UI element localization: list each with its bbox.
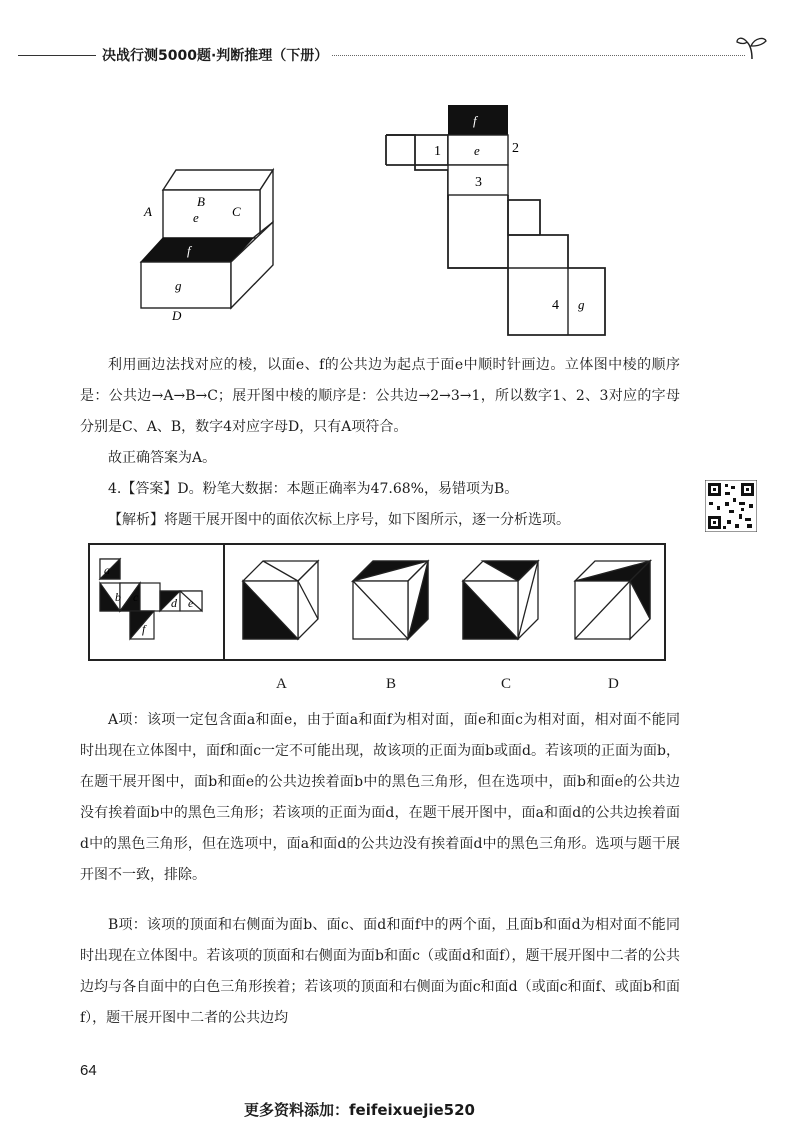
solid-label-g: g	[175, 278, 182, 293]
solid-label-D: D	[172, 308, 182, 323]
solid-label-e: e	[193, 210, 199, 225]
option-cube-D[interactable]	[575, 561, 650, 639]
qnet-label-a: a	[104, 563, 110, 577]
question-figure	[88, 543, 666, 661]
option-cube-C[interactable]	[463, 561, 538, 639]
option-label-D: D	[608, 676, 619, 692]
header-rule-right	[310, 55, 745, 57]
qnet-label-d: d	[171, 596, 177, 610]
answer-conclusion: 故正确答案为A。	[108, 450, 217, 466]
option-cube-B[interactable]	[353, 561, 428, 639]
qnet-label-b: b	[115, 590, 121, 604]
option-cube-A[interactable]	[243, 561, 318, 639]
solid-label-f: f	[187, 243, 191, 258]
page-number: 64	[80, 1062, 97, 1079]
net-label-e: e	[474, 143, 480, 158]
solid-label-A: A	[144, 204, 152, 219]
header-title: 决战行测5000题·判断推理（下册）	[98, 45, 332, 65]
analysis-intro: 【解析】将题干展开图中的面依次标上序号，如下图所示，逐一分析选项。	[108, 512, 570, 528]
explanation-paragraph: 利用画边法找对应的棱，以面e、f的公共边为起点于面e中顺时针画边。立体图中棱的顺序是：公共边→A→B→C；展开图中棱的顺序是：公共边→2→3→1，所以数字1、2、3对应的字母分别是C、A、B，数字4对应字母D，只有A项符合。	[80, 357, 680, 435]
qnet-label-f: f	[142, 622, 146, 636]
option-A-analysis: A项：该项一定包含面a和面e，由于面a和面f为相对面，面e和面c为相对面，相对面不能同时出现在立体图中，面f和面c一定不可能出现，故该项的正面为面b或面d。若该项的正面为面b，在题干展开图中，面b和面e的公共边挨着面b中的黑色三角形，但在选项中，面b和面e的公共边没有挨着面b中的黑色三角形；若该项的正面为面d，在题干展开图中，面a和面d的公共边挨着面d中的黑色三角形，但在选项中，面a和面d的公共边没有挨着面d中的黑色三角形。选项与题干展开图不一致，排除。	[80, 712, 680, 883]
sprout-icon	[735, 34, 769, 60]
option-B-analysis: B项：该项的顶面和右侧面为面b、面c、面d和面f中的两个面，且面b和面d为相对面不能同时出现在立体图中。若该项的顶面和右侧面为面b和面c（或面d和面f），题干展开图中二者的公共边均与各自面中的白色三角形挨着；若该项的顶面和右侧面为面c和面d（或面c和面f、或面b和面f），题干展开图中二者的公共边均	[80, 917, 680, 1026]
solid-figure	[135, 160, 285, 325]
answer-line: 4.【答案】D。粉笔大数据：本题正确率为47.68%，易错项为B。	[108, 481, 519, 497]
qnet-label-e: e	[188, 596, 194, 610]
option-label-C: C	[501, 676, 512, 692]
net-label-4: 4	[552, 298, 559, 313]
net-label-3: 3	[475, 175, 482, 190]
net-figure	[380, 100, 610, 340]
net-label-g: g	[578, 297, 585, 312]
net-label-1: 1	[434, 144, 441, 159]
solid-label-C: C	[232, 204, 241, 219]
qr-code[interactable]	[705, 480, 757, 532]
net-label-2: 2	[512, 141, 519, 156]
footer-note: 更多资料添加：feifeixuejie520	[244, 1101, 475, 1119]
header-rule-left	[18, 55, 96, 56]
option-label-A: A	[276, 676, 287, 692]
solid-label-B: B	[197, 194, 205, 209]
qnet-label-c: c	[133, 590, 139, 604]
net-label-f: f	[473, 113, 477, 128]
option-label-B: B	[386, 676, 397, 692]
